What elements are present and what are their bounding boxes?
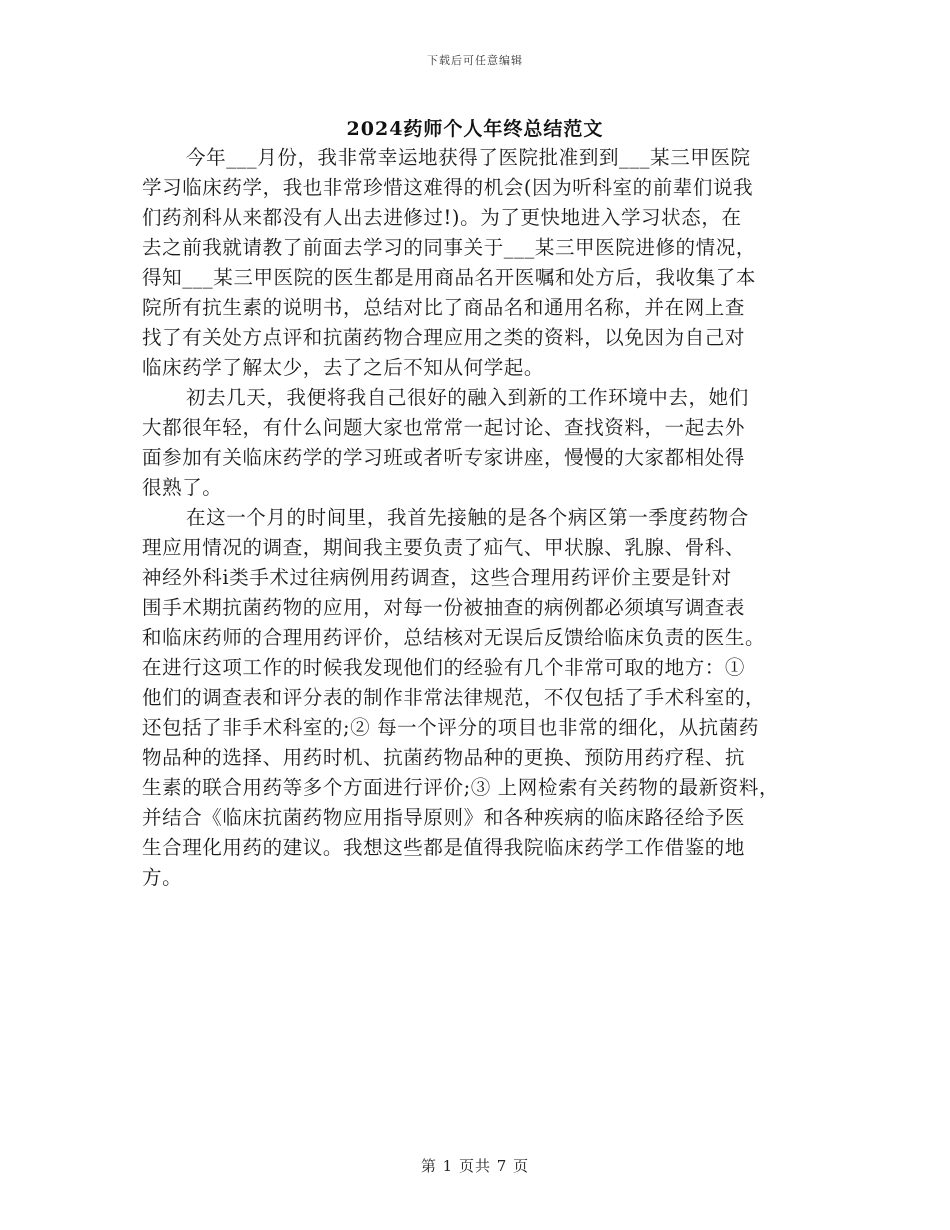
paragraph-line: 学习临床药学，我也非常珍惜这难得的机会(因为听科室的前辈们说我 bbox=[142, 176, 754, 199]
paragraph-line: 围手术期抗菌药物的应用，对每一份被抽查的病例都必须填写调查表 bbox=[142, 596, 746, 619]
paragraph-line: 面参加有关临床药学的学习班或者听专家讲座，慢慢的大家都相处得 bbox=[142, 446, 746, 469]
paragraph-line: 生合理化用药的建议。我想这些都是值得我院临床药学工作借鉴的地 bbox=[142, 836, 746, 859]
paragraph-line: 临床药学了解太少，去了之后不知从何学起。 bbox=[142, 356, 545, 379]
paragraph-line: 还包括了非手术科室的;② 每一个评分的项目也非常的细化，从抗菌药 bbox=[142, 716, 759, 739]
paragraph-line: 在进行这项工作的时候我发现他们的经验有几个非常可取的地方：① bbox=[142, 656, 746, 679]
paragraph-1 bbox=[142, 143, 832, 383]
paragraph-line: 和临床药师的合理用药评价，总结核对无误后反馈给临床负责的医生。 bbox=[142, 626, 766, 649]
page-header-note: 下载后可任意编辑 bbox=[427, 54, 523, 67]
paragraph-line: 很熟了。 bbox=[142, 476, 223, 499]
paragraph-line: 理应用情况的调查，期间我主要负责了疝气、甲状腺、乳腺、骨科、 bbox=[142, 536, 746, 559]
paragraph-line: 去之前我就请教了前面去学习的同事关于___某三甲医院进修的情况， bbox=[142, 236, 756, 259]
paragraph-line: 物品种的选择、用药时机、抗菌药物品种的更换、预防用药疗程、抗 bbox=[142, 746, 746, 769]
paragraph-line: 他们的调查表和评分表的制作非常法律规范，不仅包括了手术科室的， bbox=[142, 686, 766, 709]
paragraph-line: 得知___某三甲医院的医生都是用商品名开医嘱和处方后，我收集了本 bbox=[142, 266, 756, 289]
paragraph-line: 大都很年轻，有什么问题大家也常常一起讨论、查找资料，一起去外 bbox=[142, 416, 746, 439]
paragraph-line: 神经外科ⅰ类手术过往病例用药调查，这些合理用药评价主要是针对 bbox=[142, 566, 732, 589]
document-title: 2024药师个人年终总结范文 bbox=[346, 118, 604, 140]
paragraph-line: 并结合《临床抗菌药物应用指导原则》和各种疾病的临床路径给予医 bbox=[142, 806, 746, 829]
paragraph-2 bbox=[142, 383, 832, 503]
paragraph-line: 们药剂科从来都没有人出去进修过!)。为了更快地进入学习状态，在 bbox=[142, 206, 742, 229]
paragraph-line: 方。 bbox=[142, 866, 183, 889]
paragraph-line: 今年___月份，我非常幸运地获得了医院批准到到___某三甲医院 bbox=[186, 146, 751, 169]
paragraph-line: 生素的联合用药等多个方面进行评价;③ 上网检索有关药物的最新资料， bbox=[142, 776, 780, 799]
paragraph-line: 初去几天，我便将我自己很好的融入到新的工作环境中去，她们 bbox=[186, 386, 749, 409]
paragraph-line: 在这一个月的时间里，我首先接触的是各个病区第一季度药物合 bbox=[186, 506, 749, 529]
document-body bbox=[142, 143, 832, 893]
paragraph-line: 院所有抗生素的说明书，总结对比了商品名和通用名称，并在网上查 bbox=[142, 296, 746, 319]
paragraph-3 bbox=[142, 503, 832, 893]
paragraph-line: 找了有关处方点评和抗菌药物合理应用之类的资料，以免因为自己对 bbox=[142, 326, 746, 349]
page-number: 第 1 页共 7 页 bbox=[420, 1157, 530, 1175]
